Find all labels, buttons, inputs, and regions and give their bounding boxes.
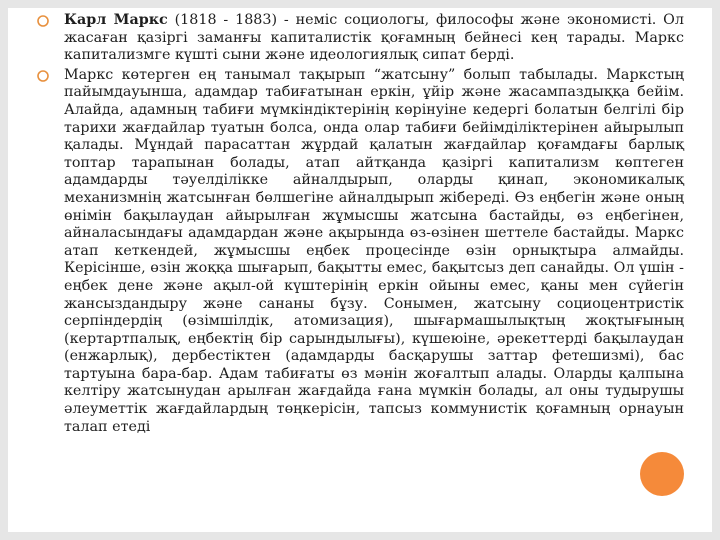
person-name: Карл Маркс bbox=[64, 12, 168, 28]
slide-border-top bbox=[0, 0, 720, 8]
bullet-text: (1818 - 1883) - неміс социологы, философы және экономисті. Ол жасаған қазіргі заманғы капиталистік қоғамның бейнесі кең тарады. Маркс капитализмге күшті сыни және идеологиялық сипат берді. bbox=[64, 12, 684, 64]
slide-content bbox=[34, 12, 684, 436]
bullet-item bbox=[34, 12, 684, 65]
decorative-orange-circle bbox=[640, 452, 684, 496]
slide-border-left bbox=[0, 0, 8, 540]
slide-border-right bbox=[712, 0, 720, 540]
slide-border-bottom bbox=[0, 532, 720, 540]
bullet-item bbox=[34, 67, 684, 436]
bullet-text: Маркс көтерген ең танымал тақырып “жатсыну” болып табылады. Маркстың пайымдауынша, адамдар табиғатынан еркін, ұйір және жасампаздыққа бейім. Алайда, адамның табиғи мүмкіндіктерінің көрінуіне кедергі болатын белгілі бір тарихи жағдайлар туатын болса, онда олар табиғи бейімділіктерінен айырылып қалады. Мұндай парасаттан жұрдай қалатын жағдайлар қоғамдағы барлық топтар тарапынан болады, атап айтқанда қазіргі капитализм көптеген адамдарды тәуелділікке айналдырып, оларды қинап, экономикалық механизмнің жатсынған бөлшегіне айналдырып жібереді. Өз еңбегін және оның өнімін бақылаудан айырылған жұмысшы жатсына бастайды, өз еңбегінен, айналасындағы адамдардан және ақырында өз-өзінен шеттеле бастайды. Маркс атап кеткендей, жұмысшы еңбек процесінде өзін орнықтыра алмайды. Керісінше, өзін жоққа шығарып, бақытты емес, бақытсыз деп санайды. Ол үшін - еңбек дене және ақыл-ой күштерінің еркін ойыны емес, қаны мен сүйегін жансыздандыру және сананы бұзу. Сонымен, жатсыну социоцентристік серпіндердің (өзімшілдік, атомизация), шығармашылықтың жоқтығының (кертартпалық, еңбектің бір сарындылығы), күшеюіне, әрекеттерді бақылаудан (енжарлық), дербестіктен (адамдарды басқарушы заттар фетешизмі), бас тартуына бара-бар. Адам табиғаты өз мәнін жоғалтып алады. Оларды қалпына келтіру жатсынудан арылған жағдайда ғана мүмкін болады, ал оны тудырушы әлеуметтік жағдайлардың төңкерісін, тапсыз коммунистік қоғамның орнауын талап етеді bbox=[64, 66, 684, 435]
hollow-circle-bullet-icon bbox=[36, 69, 50, 83]
hollow-circle-bullet-icon bbox=[36, 14, 50, 28]
